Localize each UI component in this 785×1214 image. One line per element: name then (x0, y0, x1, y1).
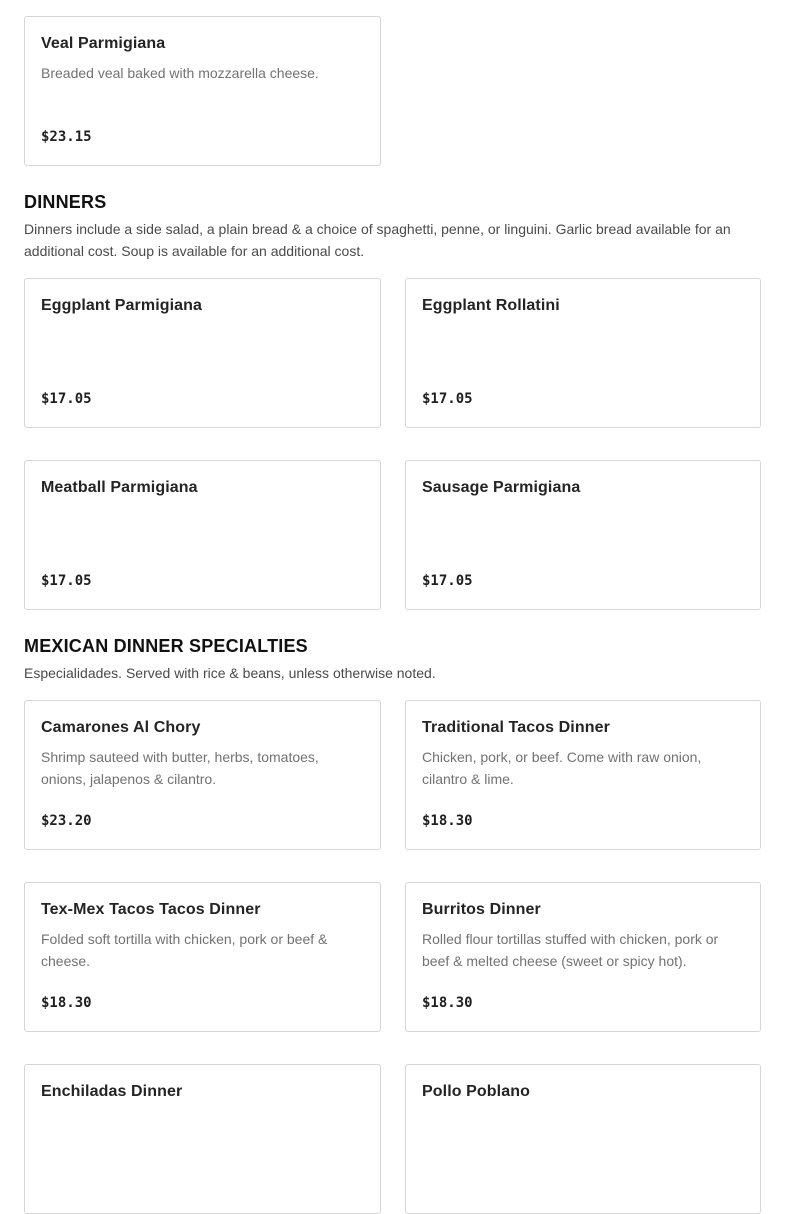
menu-item-name: Eggplant Rollatini (422, 297, 560, 314)
menu-item-name: Sausage Parmigiana (422, 479, 581, 496)
menu-item-card[interactable] (24, 882, 381, 1032)
menu-item-description: Folded soft tortilla with chicken, pork or beef & cheese. (41, 931, 328, 969)
section-description-dinners: Dinners include a side salad, a plain bread & a choice of spaghetti, penne, or linguini. Garlic bread available for an additional cost. Soup is available for an additional cost. (24, 221, 731, 259)
menu-item-card[interactable] (405, 700, 761, 850)
section-description-mexican: Especialidades. Served with rice & beans, unless otherwise noted. (24, 665, 436, 681)
menu-item-card[interactable] (405, 1064, 761, 1214)
menu-item-name: Pollo Poblano (422, 1083, 530, 1100)
menu-item-card[interactable] (405, 882, 761, 1032)
section-title-mexican: MEXICAN DINNER SPECIALTIES (24, 636, 308, 656)
menu-item-card[interactable] (24, 700, 381, 850)
menu-item-description: Shrimp sauteed with butter, herbs, tomatoes, onions, jalapenos & cilantro. (41, 749, 319, 787)
menu-item-name: Veal Parmigiana (41, 35, 166, 52)
menu-item-card[interactable] (24, 460, 381, 610)
menu-item-price: $17.05 (41, 573, 92, 589)
menu-item-name: Traditional Tacos Dinner (422, 719, 610, 736)
menu-item-name: Tex-Mex Tacos Tacos Dinner (41, 901, 261, 918)
menu-item-price: $18.30 (422, 995, 473, 1011)
menu-item-price: $18.30 (41, 995, 92, 1011)
menu-item-description: Chicken, pork, or beef. Come with raw onion, cilantro & lime. (422, 749, 702, 787)
menu-item-price: $17.05 (41, 391, 92, 407)
menu-item-price: $17.05 (422, 391, 473, 407)
menu-item-name: Burritos Dinner (422, 901, 541, 918)
menu-item-name: Eggplant Parmigiana (41, 297, 203, 314)
menu-item-price: $23.15 (41, 129, 92, 145)
menu-item-price: $17.05 (422, 573, 473, 589)
menu-item-card[interactable] (24, 1064, 381, 1214)
menu-item-price: $23.20 (41, 813, 92, 829)
section-title-dinners: DINNERS (24, 192, 107, 212)
menu-item-name: Camarones Al Chory (41, 719, 201, 736)
menu-item-description: Rolled flour tortillas stuffed with chicken, pork or beef & melted cheese (sweet or spicy hot). (422, 931, 719, 969)
menu-item-description: Breaded veal baked with mozzarella cheese. (41, 65, 319, 81)
menu-item-card[interactable] (24, 16, 381, 166)
menu-item-card[interactable] (405, 278, 761, 428)
menu-item-name: Enchiladas Dinner (41, 1083, 183, 1100)
menu-item-price: $18.30 (422, 813, 473, 829)
menu-item-card[interactable] (405, 460, 761, 610)
menu-item-name: Meatball Parmigiana (41, 479, 198, 496)
menu-item-card[interactable] (24, 278, 381, 428)
